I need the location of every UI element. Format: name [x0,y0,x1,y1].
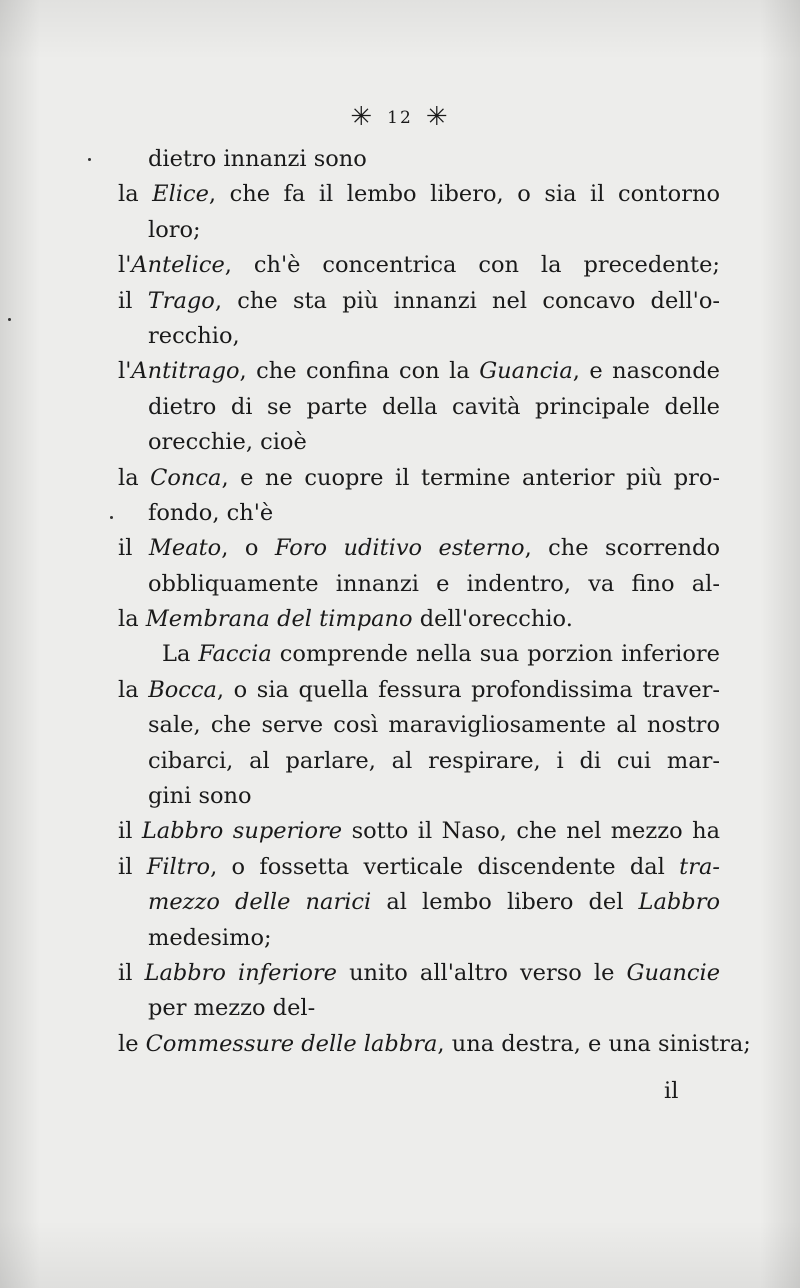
running-header [0,102,800,132]
text-line: sale, che serve così maravigliosamente al nostro [148,712,720,739]
text-line: il Labbro superiore sotto il Naso, che nel mezzo ha [118,818,720,845]
text-line: per mezzo del- [148,995,316,1022]
text-line: obbliquamente innanzi e indentro, va fino al- [148,570,720,597]
text-line: mezzo delle narici al lembo libero del Labbro [148,889,720,916]
ornament-right-icon: ✳ [425,102,450,132]
ink-speck [88,158,91,161]
text-line: dietro innanzi sono [148,146,367,172]
ink-speck [8,318,11,321]
text-line: recchio, [148,322,240,349]
text-line: La Faccia comprende nella sua porzion inferiore [162,641,720,668]
body-text [118,142,751,1062]
catchword: il [664,1078,679,1104]
text-line: le Commessure delle labbra, una destra, e una sinistra; [118,1030,751,1057]
text-line: l'Antitrago, che confina con la Guancia, e nasconde [118,358,720,385]
text-line: la Membrana del timpano dell'orecchio. [118,606,573,633]
text-line: il Trago, che sta più innanzi nel concavo dell'o- [118,287,720,314]
text-line: la Elice, che fa il lembo libero, o sia il contorno [118,181,721,208]
text-line: la Bocca, o sia quella fessura profondissima traver- [118,676,720,703]
text-line: cibarci, al parlare, al respirare, i di cui mar- [148,747,720,774]
text-line: gini sono [148,783,252,810]
page-number: 12 [387,108,413,128]
text-line: medesimo; [148,924,272,951]
text-line: loro; [148,216,201,243]
text-line: l'Antelice, ch'è concentrica con la precedente; [118,252,720,279]
text-line: dietro di se parte della cavità principale delle [148,393,720,420]
text-line: orecchie, cioè [148,429,307,456]
text-line: il Filtro, o fossetta verticale discendente dal tra- [118,853,720,880]
ornament-left-icon: ✳ [350,102,375,132]
text-line: fondo, ch'è [148,499,274,526]
text-line: il Labbro inferiore unito all'altro verso le Guancie [118,959,721,986]
text-line: il Meato, o Foro uditivo esterno, che scorrendo [118,535,720,562]
ink-speck [110,516,113,519]
text-line: la Conca, e ne cuopre il termine anterior più pro- [118,464,721,491]
